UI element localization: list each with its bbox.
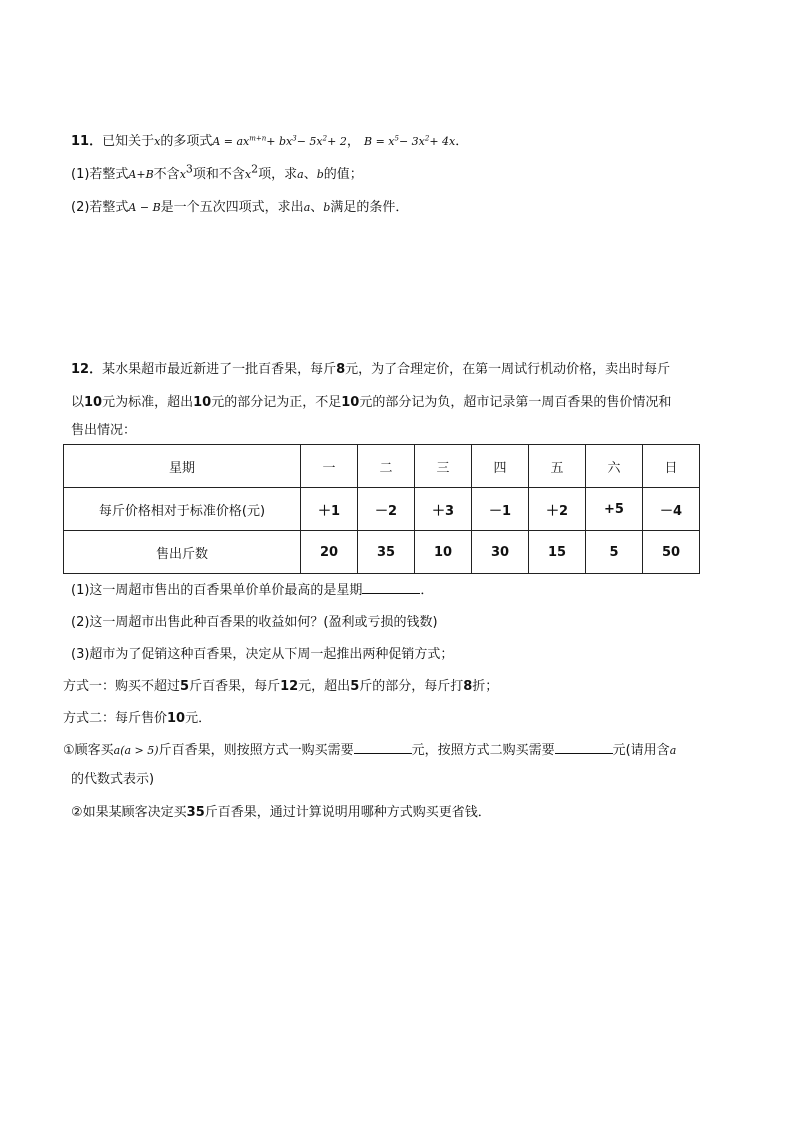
q12-part3: (3)超市为了促销这种百香果，决定从下周一起推出两种促销方式； (71, 647, 454, 662)
q12-way1: 方式一：购买不超过5斤百香果，每斤12元，超出5斤的部分，每斤打8折； (63, 679, 499, 694)
answer-blank (555, 741, 613, 754)
q12-sub1: ①顾客买a(a > 5)斤百香果，则按照方式一购买需要 元，按照方式二购买需要 元(请用含a (63, 743, 677, 758)
q11-part2: (2)若整式A − B是一个五次四项式，求出a、b满足的条件． (71, 200, 409, 215)
table-cell: 四 (472, 445, 529, 488)
table-header-row (64, 445, 700, 488)
polynomial-B: $B = x^5- 3x^2+ 4x$ (363, 134, 456, 148)
q12-sub1-cont: 的代数式表示) (71, 772, 155, 787)
table-cell: 三 (415, 445, 472, 488)
table-cell: 每斤价格相对于标准价格(元) (64, 488, 301, 531)
q12-number: 12． (71, 362, 103, 377)
table-cell: －4 (643, 488, 700, 531)
table-cell: 50 (643, 531, 700, 574)
table-cell: 一 (301, 445, 358, 488)
answer-blank (362, 581, 420, 594)
price-sales-table (63, 444, 700, 574)
table-cell: ＋1 (301, 488, 358, 531)
polynomial-A: $A = ax^{m+n}+ bx^3- 5x^2+ 2$ (212, 134, 347, 148)
q11-stem: 11．已知关于x的多项式$A = ax^{m+n}+ bx^3- 5x^2+ 2$， $B = x^5- 3x^2+ 4x$． (71, 134, 469, 149)
table-cell: 二 (358, 445, 415, 488)
table-cell: 30 (472, 531, 529, 574)
q12-stem-line1: 12．某水果超市最近新进了一批百香果，每斤8元，为了合理定价，在第一周试行机动价格，卖出时每斤 (71, 362, 671, 377)
q12-sub2: ②如果某顾客决定买35斤百香果，通过计算说明用哪种方式购买更省钱． (71, 805, 491, 820)
table-cell: 五 (529, 445, 586, 488)
table-row-price (64, 488, 700, 531)
table-cell: +5 (586, 488, 643, 531)
table-cell: 10 (415, 531, 472, 574)
answer-blank (354, 741, 412, 754)
table-cell: －1 (472, 488, 529, 531)
q11-part1: (1)若整式A+B不含$x^3$项和不含$x^2$项，求a、b的值； (71, 162, 363, 182)
table-cell: 星期 (64, 445, 301, 488)
table-cell: ＋2 (529, 488, 586, 531)
table-cell: 5 (586, 531, 643, 574)
table-row-quantity (64, 531, 700, 574)
table-cell: ＋3 (415, 488, 472, 531)
q11-number: 11． (71, 134, 103, 149)
q12-part1: (1)这一周超市售出的百香果单价单价最高的是星期 ． (71, 583, 434, 598)
table-cell: 售出斤数 (64, 531, 301, 574)
table-cell: －2 (358, 488, 415, 531)
q12-stem-line2: 以10元为标准，超出10元的部分记为正，不足10元的部分记为负，超市记录第一周百香果的售价情况和 (71, 395, 672, 410)
q12-part2: (2)这一周超市出售此种百香果的收益如何？(盈利或亏损的钱数) (71, 615, 438, 630)
table-cell: 15 (529, 531, 586, 574)
table-cell: 35 (358, 531, 415, 574)
table-cell: 六 (586, 445, 643, 488)
table-cell: 日 (643, 445, 700, 488)
table-cell: 20 (301, 531, 358, 574)
q12-way2: 方式二：每斤售价10元． (63, 711, 212, 726)
q12-stem-line3: 售出情况： (71, 423, 137, 438)
